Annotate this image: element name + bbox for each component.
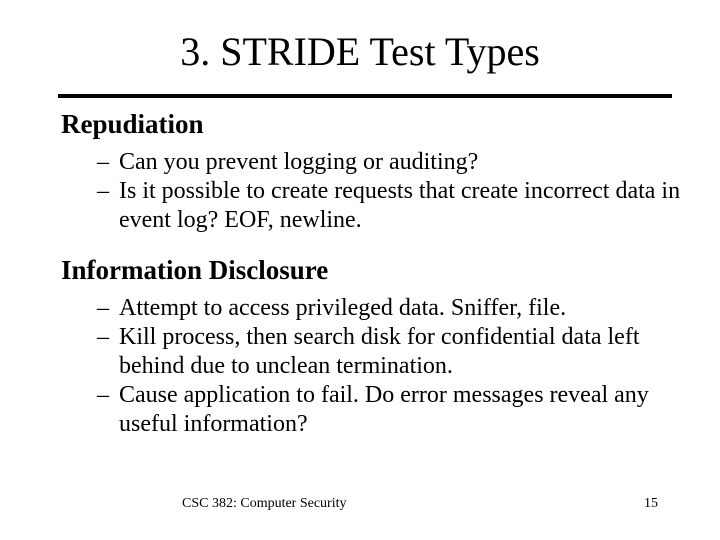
- bullet-item: [97, 148, 697, 177]
- dash-marker: –: [97, 149, 109, 175]
- section-heading: Information Disclosure: [61, 255, 329, 285]
- dash-marker: –: [97, 178, 109, 204]
- section-heading: Repudiation: [61, 109, 204, 139]
- title-divider: [58, 94, 672, 98]
- dash-marker: –: [97, 324, 109, 350]
- bullet-text: Attempt to access privileged data. Sniffer, file.: [119, 295, 567, 321]
- slide-title: 3. STRIDE Test Types: [180, 29, 540, 74]
- bullet-list: [97, 294, 697, 439]
- bullet-text: Kill process, then search disk for confidential data left behind due to unclean termination.: [119, 324, 640, 379]
- bullet-list: [97, 148, 697, 235]
- bullet-item: [97, 381, 697, 439]
- dash-marker: –: [97, 382, 109, 408]
- footer-course-label: CSC 382: Computer Security: [182, 496, 347, 511]
- bullet-item: [97, 294, 697, 323]
- dash-marker: –: [97, 295, 109, 321]
- bullet-item: [97, 323, 697, 381]
- bullet-text: Can you prevent logging or auditing?: [119, 149, 479, 175]
- bullet-text: Cause application to fail. Do error messages reveal any useful information?: [119, 382, 649, 437]
- page-number: 15: [644, 496, 658, 511]
- bullet-text: Is it possible to create requests that create incorrect data in event log? EOF, newline.: [119, 178, 681, 233]
- bullet-item: [97, 177, 697, 235]
